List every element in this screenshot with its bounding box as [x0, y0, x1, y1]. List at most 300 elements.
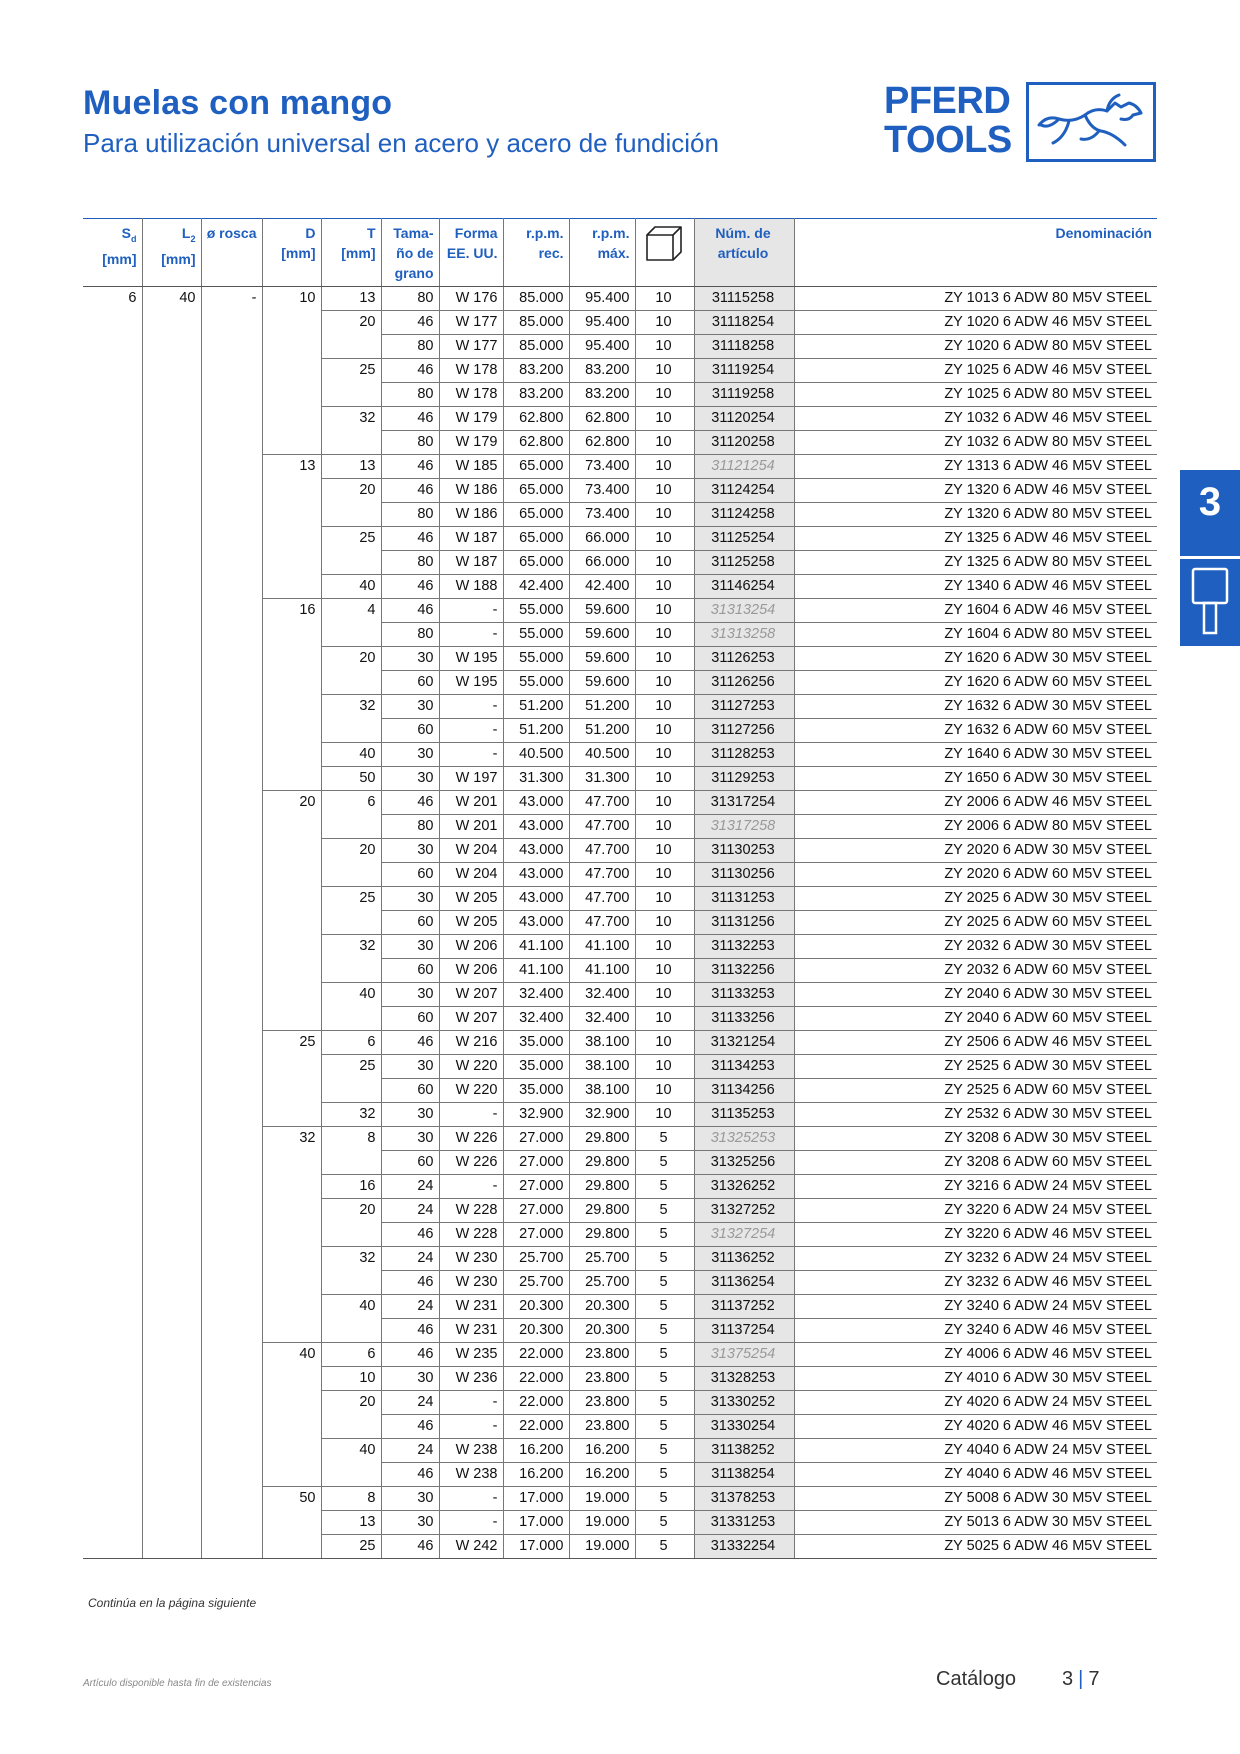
cell-grain-size: 46 [381, 791, 439, 815]
cell-grain-size: 30 [381, 935, 439, 959]
cell-grain-size: 30 [381, 983, 439, 1007]
cell-grain-size: 46 [381, 455, 439, 479]
cell-designation: ZY 2525 6 ADW 60 M5V STEEL [794, 1079, 1157, 1103]
cell-sd [83, 1247, 142, 1271]
cell-us-shape: W 206 [439, 959, 503, 983]
cell-article-number: 31136252 [694, 1247, 794, 1271]
table-row [83, 1271, 1157, 1295]
cell-t: 13 [321, 1511, 381, 1535]
cell-grain-size: 46 [381, 1535, 439, 1559]
cell-t: 6 [321, 1343, 381, 1367]
cell-rpm-max: 51.200 [569, 695, 635, 719]
cell-article-number: 31134256 [694, 1079, 794, 1103]
cell-pack-qty: 10 [635, 743, 694, 767]
cell-rpm-recommended: 27.000 [503, 1127, 569, 1151]
cell-designation: ZY 1620 6 ADW 30 M5V STEEL [794, 647, 1157, 671]
cell-article-number: 31135253 [694, 1103, 794, 1127]
cell-rpm-max: 29.800 [569, 1175, 635, 1199]
cell-sd [83, 311, 142, 335]
cell-pack-qty: 10 [635, 1079, 694, 1103]
cell-rosca [201, 1439, 262, 1463]
cell-t: 8 [321, 1487, 381, 1511]
cell-rpm-recommended: 32.400 [503, 1007, 569, 1031]
cell-t [321, 1271, 381, 1295]
cell-designation: ZY 2006 6 ADW 80 M5V STEEL [794, 815, 1157, 839]
table-row [83, 839, 1157, 863]
cell-sd [83, 1127, 142, 1151]
cell-d: 10 [262, 287, 321, 311]
cell-article-number: 31317254 [694, 791, 794, 815]
cell-rpm-max: 32.400 [569, 983, 635, 1007]
cell-l2 [142, 1295, 201, 1319]
cell-l2 [142, 767, 201, 791]
table-row [83, 551, 1157, 575]
cell-rosca [201, 1295, 262, 1319]
cell-l2 [142, 743, 201, 767]
cell-rpm-max: 95.400 [569, 311, 635, 335]
cell-l2 [142, 383, 201, 407]
table-row [83, 1031, 1157, 1055]
cell-article-number: 31119254 [694, 359, 794, 383]
cell-d [262, 359, 321, 383]
cell-rpm-recommended: 51.200 [503, 719, 569, 743]
cell-d [262, 1223, 321, 1247]
cell-sd [83, 767, 142, 791]
cell-pack-qty: 10 [635, 623, 694, 647]
cell-us-shape: W 178 [439, 383, 503, 407]
cell-article-number: 31137252 [694, 1295, 794, 1319]
cell-rpm-max: 19.000 [569, 1487, 635, 1511]
cell-pack-qty: 10 [635, 311, 694, 335]
cell-rpm-recommended: 85.000 [503, 335, 569, 359]
cell-designation: ZY 2020 6 ADW 30 M5V STEEL [794, 839, 1157, 863]
cell-l2 [142, 1223, 201, 1247]
cell-rpm-max: 42.400 [569, 575, 635, 599]
cell-l2 [142, 887, 201, 911]
cell-designation: ZY 1325 6 ADW 80 M5V STEEL [794, 551, 1157, 575]
table-row [83, 1367, 1157, 1391]
cell-d [262, 311, 321, 335]
cell-d [262, 911, 321, 935]
cell-article-number: 31134253 [694, 1055, 794, 1079]
cell-rpm-recommended: 27.000 [503, 1175, 569, 1199]
cell-us-shape: W 204 [439, 839, 503, 863]
cell-t: 20 [321, 311, 381, 335]
table-row [83, 407, 1157, 431]
cell-pack-qty: 5 [635, 1271, 694, 1295]
cell-grain-size: 46 [381, 407, 439, 431]
cell-rpm-recommended: 20.300 [503, 1319, 569, 1343]
chapter-tab-divider [1180, 556, 1240, 559]
cell-designation: ZY 2506 6 ADW 46 M5V STEEL [794, 1031, 1157, 1055]
cell-designation: ZY 1632 6 ADW 30 M5V STEEL [794, 695, 1157, 719]
cell-l2 [142, 863, 201, 887]
cell-l2 [142, 647, 201, 671]
cell-pack-qty: 10 [635, 647, 694, 671]
cell-rosca [201, 623, 262, 647]
cell-l2 [142, 1415, 201, 1439]
cell-l2 [142, 575, 201, 599]
cell-l2 [142, 719, 201, 743]
cell-t: 32 [321, 695, 381, 719]
cell-designation: ZY 2006 6 ADW 46 M5V STEEL [794, 791, 1157, 815]
cell-rosca [201, 551, 262, 575]
cell-us-shape: W 231 [439, 1319, 503, 1343]
cell-d [262, 527, 321, 551]
cell-sd [83, 815, 142, 839]
cell-d [262, 863, 321, 887]
cell-rpm-recommended: 17.000 [503, 1511, 569, 1535]
cell-article-number: 31133256 [694, 1007, 794, 1031]
cell-article-number: 31327254 [694, 1223, 794, 1247]
cell-us-shape: - [439, 1487, 503, 1511]
cell-t: 32 [321, 1103, 381, 1127]
cell-sd [83, 1079, 142, 1103]
cell-rpm-max: 47.700 [569, 791, 635, 815]
cell-designation: ZY 5025 6 ADW 46 M5V STEEL [794, 1535, 1157, 1559]
cell-rosca [201, 1007, 262, 1031]
cell-rpm-max: 73.400 [569, 479, 635, 503]
cell-rpm-recommended: 43.000 [503, 911, 569, 935]
cell-sd [83, 1391, 142, 1415]
cell-rpm-recommended: 55.000 [503, 647, 569, 671]
cell-l2 [142, 839, 201, 863]
page-number-value: 7 [1088, 1668, 1100, 1690]
table-row [83, 647, 1157, 671]
cell-article-number: 31321254 [694, 1031, 794, 1055]
cell-sd [83, 575, 142, 599]
cell-article-number: 31331253 [694, 1511, 794, 1535]
cell-article-number: 31126253 [694, 647, 794, 671]
cell-rosca [201, 911, 262, 935]
cell-rpm-recommended: 31.300 [503, 767, 569, 791]
cell-article-number: 31137254 [694, 1319, 794, 1343]
cell-us-shape: W 188 [439, 575, 503, 599]
cell-t: 32 [321, 1247, 381, 1271]
cell-sd [83, 671, 142, 695]
cell-d [262, 839, 321, 863]
cell-rosca [201, 1079, 262, 1103]
cell-us-shape: W 230 [439, 1247, 503, 1271]
cell-sd [83, 983, 142, 1007]
cell-l2 [142, 935, 201, 959]
table-row [83, 311, 1157, 335]
col-header-article-number: Núm. de artículo [694, 219, 794, 287]
cell-us-shape: W 195 [439, 671, 503, 695]
cell-l2 [142, 359, 201, 383]
cell-grain-size: 30 [381, 1103, 439, 1127]
cell-d: 25 [262, 1031, 321, 1055]
page-number [1062, 1668, 1099, 1691]
table-body [83, 287, 1157, 1559]
cell-rpm-recommended: 22.000 [503, 1391, 569, 1415]
cell-rpm-max: 41.100 [569, 935, 635, 959]
page-subtitle: Para utilización universal en acero y acero de fundición [83, 128, 719, 158]
cell-grain-size: 80 [381, 551, 439, 575]
cell-us-shape: W 226 [439, 1151, 503, 1175]
cell-rpm-recommended: 25.700 [503, 1271, 569, 1295]
cell-us-shape: - [439, 1175, 503, 1199]
cell-rosca [201, 1367, 262, 1391]
cell-us-shape: W 204 [439, 863, 503, 887]
cell-d [262, 1415, 321, 1439]
cell-grain-size: 46 [381, 1031, 439, 1055]
cell-d [262, 671, 321, 695]
cell-t [321, 959, 381, 983]
cell-pack-qty: 10 [635, 863, 694, 887]
cell-article-number: 31130253 [694, 839, 794, 863]
cell-designation: ZY 1025 6 ADW 46 M5V STEEL [794, 359, 1157, 383]
cell-t: 13 [321, 455, 381, 479]
cell-us-shape: W 195 [439, 647, 503, 671]
cell-article-number: 31126256 [694, 671, 794, 695]
cell-t: 32 [321, 407, 381, 431]
cell-rpm-max: 51.200 [569, 719, 635, 743]
cell-t: 32 [321, 935, 381, 959]
cell-l2 [142, 1175, 201, 1199]
table-row [83, 911, 1157, 935]
cell-pack-qty: 10 [635, 887, 694, 911]
cell-rpm-max: 73.400 [569, 455, 635, 479]
cell-rpm-recommended: 65.000 [503, 455, 569, 479]
cell-rpm-recommended: 17.000 [503, 1487, 569, 1511]
cell-t: 40 [321, 1295, 381, 1319]
cell-rosca [201, 1511, 262, 1535]
cell-l2 [142, 911, 201, 935]
cell-l2 [142, 1463, 201, 1487]
cell-t [321, 911, 381, 935]
cell-sd [83, 407, 142, 431]
cell-sd [83, 935, 142, 959]
cell-sd [83, 479, 142, 503]
cell-article-number: 31131256 [694, 911, 794, 935]
cell-grain-size: 24 [381, 1175, 439, 1199]
cell-rpm-max: 47.700 [569, 839, 635, 863]
cell-designation: ZY 3208 6 ADW 30 M5V STEEL [794, 1127, 1157, 1151]
cell-us-shape: W 230 [439, 1271, 503, 1295]
cell-grain-size: 80 [381, 623, 439, 647]
cell-l2 [142, 959, 201, 983]
table-row [83, 1199, 1157, 1223]
cell-t: 6 [321, 1031, 381, 1055]
table-row [83, 1127, 1157, 1151]
cell-l2 [142, 479, 201, 503]
cell-rpm-max: 59.600 [569, 599, 635, 623]
cell-us-shape: W 205 [439, 887, 503, 911]
cell-l2 [142, 1391, 201, 1415]
table-row [83, 863, 1157, 887]
cell-us-shape: W 242 [439, 1535, 503, 1559]
cell-designation: ZY 2040 6 ADW 30 M5V STEEL [794, 983, 1157, 1007]
cell-sd [83, 1319, 142, 1343]
cell-us-shape: W 220 [439, 1079, 503, 1103]
cell-d [262, 551, 321, 575]
cell-rosca [201, 1247, 262, 1271]
cell-rpm-max: 83.200 [569, 383, 635, 407]
cell-rpm-max: 95.400 [569, 287, 635, 311]
cell-pack-qty: 10 [635, 527, 694, 551]
cell-designation: ZY 3240 6 ADW 24 M5V STEEL [794, 1295, 1157, 1319]
cell-t: 20 [321, 1391, 381, 1415]
cell-d [262, 719, 321, 743]
cell-article-number: 31130256 [694, 863, 794, 887]
table-row [83, 671, 1157, 695]
cell-t [321, 1319, 381, 1343]
table-row [83, 623, 1157, 647]
cell-designation: ZY 3208 6 ADW 60 M5V STEEL [794, 1151, 1157, 1175]
col-header-d: D [mm] [262, 219, 321, 287]
pferd-tools-logo [884, 82, 1160, 166]
cell-pack-qty: 5 [635, 1247, 694, 1271]
cell-article-number: 31325256 [694, 1151, 794, 1175]
cell-pack-qty: 10 [635, 839, 694, 863]
cell-pack-qty: 10 [635, 407, 694, 431]
cell-sd [83, 359, 142, 383]
cell-d [262, 887, 321, 911]
cell-rpm-recommended: 85.000 [503, 311, 569, 335]
cell-designation: ZY 4006 6 ADW 46 M5V STEEL [794, 1343, 1157, 1367]
cell-l2 [142, 1103, 201, 1127]
cell-grain-size: 60 [381, 863, 439, 887]
cell-d [262, 935, 321, 959]
cell-us-shape: - [439, 1415, 503, 1439]
cell-d [262, 959, 321, 983]
cell-designation: ZY 4020 6 ADW 24 M5V STEEL [794, 1391, 1157, 1415]
cell-sd [83, 1055, 142, 1079]
cell-d [262, 1079, 321, 1103]
cell-us-shape: W 220 [439, 1055, 503, 1079]
cell-pack-qty: 10 [635, 719, 694, 743]
cell-pack-qty: 5 [635, 1199, 694, 1223]
table-row [83, 1151, 1157, 1175]
cell-d [262, 1055, 321, 1079]
table-row [83, 959, 1157, 983]
cell-t [321, 503, 381, 527]
cell-rosca [201, 983, 262, 1007]
cell-sd [83, 1535, 142, 1559]
cell-designation: ZY 1650 6 ADW 30 M5V STEEL [794, 767, 1157, 791]
cell-designation: ZY 2032 6 ADW 30 M5V STEEL [794, 935, 1157, 959]
cell-rpm-recommended: 41.100 [503, 959, 569, 983]
cell-rpm-max: 66.000 [569, 551, 635, 575]
cell-pack-qty: 5 [635, 1295, 694, 1319]
cell-us-shape: W 187 [439, 527, 503, 551]
cell-article-number: 31330252 [694, 1391, 794, 1415]
cell-us-shape: - [439, 623, 503, 647]
table-row [83, 1223, 1157, 1247]
cell-grain-size: 60 [381, 1007, 439, 1031]
cell-rosca [201, 1319, 262, 1343]
cell-t: 25 [321, 887, 381, 911]
cell-rosca [201, 1271, 262, 1295]
cell-t: 16 [321, 1175, 381, 1199]
cell-rpm-max: 23.800 [569, 1343, 635, 1367]
cell-rpm-max: 23.800 [569, 1415, 635, 1439]
cell-t [321, 1079, 381, 1103]
table-row [83, 767, 1157, 791]
cell-t: 8 [321, 1127, 381, 1151]
cell-article-number: 31330254 [694, 1415, 794, 1439]
cell-grain-size: 46 [381, 1343, 439, 1367]
cell-sd [83, 1199, 142, 1223]
cell-us-shape: W 216 [439, 1031, 503, 1055]
cell-rpm-recommended: 43.000 [503, 863, 569, 887]
cell-us-shape: W 185 [439, 455, 503, 479]
cell-t: 25 [321, 359, 381, 383]
page-separator: | [1078, 1668, 1084, 1690]
cell-d: 50 [262, 1487, 321, 1511]
cell-designation: ZY 4020 6 ADW 46 M5V STEEL [794, 1415, 1157, 1439]
cell-l2 [142, 1199, 201, 1223]
cell-rpm-max: 19.000 [569, 1535, 635, 1559]
cell-d [262, 1319, 321, 1343]
cell-d [262, 503, 321, 527]
cell-t: 20 [321, 1199, 381, 1223]
cell-rpm-recommended: 20.300 [503, 1295, 569, 1319]
cell-pack-qty: 5 [635, 1223, 694, 1247]
cell-t: 25 [321, 527, 381, 551]
cell-rpm-recommended: 43.000 [503, 839, 569, 863]
cell-article-number: 31146254 [694, 575, 794, 599]
cell-l2 [142, 1319, 201, 1343]
table-row [83, 1511, 1157, 1535]
cell-rpm-recommended: 42.400 [503, 575, 569, 599]
cell-sd [83, 959, 142, 983]
cell-pack-qty: 10 [635, 599, 694, 623]
cell-rosca [201, 527, 262, 551]
cell-designation: ZY 2025 6 ADW 30 M5V STEEL [794, 887, 1157, 911]
cell-d [262, 1463, 321, 1487]
cell-rpm-recommended: 16.200 [503, 1463, 569, 1487]
cell-grain-size: 80 [381, 383, 439, 407]
cell-l2 [142, 407, 201, 431]
cell-designation: ZY 4040 6 ADW 46 M5V STEEL [794, 1463, 1157, 1487]
cell-l2 [142, 1367, 201, 1391]
cell-rosca [201, 1127, 262, 1151]
cell-rosca [201, 311, 262, 335]
cell-t: 13 [321, 287, 381, 311]
cell-designation: ZY 2525 6 ADW 30 M5V STEEL [794, 1055, 1157, 1079]
table-row [83, 743, 1157, 767]
cell-sd [83, 1175, 142, 1199]
cell-designation: ZY 3240 6 ADW 46 M5V STEEL [794, 1319, 1157, 1343]
cell-d [262, 1391, 321, 1415]
cell-grain-size: 60 [381, 1151, 439, 1175]
cell-rpm-recommended: 65.000 [503, 527, 569, 551]
chapter-tab [1180, 470, 1240, 646]
cell-grain-size: 80 [381, 335, 439, 359]
cell-sd [83, 335, 142, 359]
table-row [83, 503, 1157, 527]
cell-t: 10 [321, 1367, 381, 1391]
cell-rosca [201, 1055, 262, 1079]
cell-us-shape: W 177 [439, 311, 503, 335]
cell-sd [83, 455, 142, 479]
cell-rosca [201, 431, 262, 455]
cell-l2 [142, 431, 201, 455]
table-row [83, 527, 1157, 551]
cell-us-shape: W 178 [439, 359, 503, 383]
cell-grain-size: 30 [381, 767, 439, 791]
cell-rpm-max: 66.000 [569, 527, 635, 551]
cell-designation: ZY 3220 6 ADW 24 M5V STEEL [794, 1199, 1157, 1223]
cell-rpm-recommended: 51.200 [503, 695, 569, 719]
cell-us-shape: - [439, 599, 503, 623]
cell-rpm-recommended: 85.000 [503, 287, 569, 311]
cell-rosca [201, 791, 262, 815]
cell-sd [83, 503, 142, 527]
cell-rosca [201, 1103, 262, 1127]
